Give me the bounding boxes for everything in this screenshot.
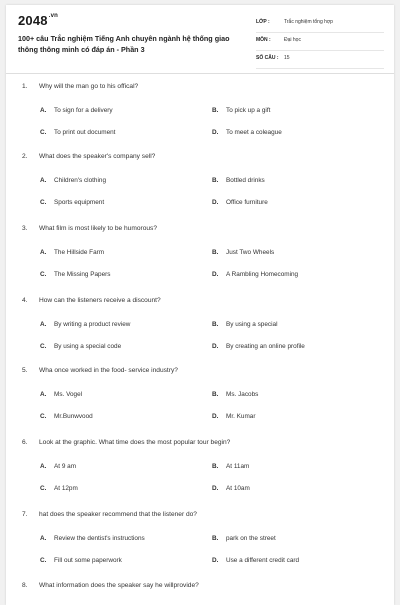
option-d[interactable] [212,271,298,278]
option-letter: C. [40,129,47,136]
option-b[interactable] [212,463,249,470]
option-text: To meet a coleague [226,129,282,136]
option-text: To print out document [54,129,116,136]
option-text: To sign for a delivery [54,107,113,114]
meta-row-mon [256,35,384,51]
option-letter: A. [40,177,47,184]
header-divider [6,73,394,74]
option-letter: B. [212,321,219,328]
meta-label-mon: MÔN : [256,37,271,43]
option-letter: D. [212,557,219,564]
option-d[interactable] [212,485,250,492]
option-letter: A. [40,391,47,398]
option-b[interactable] [212,249,274,256]
question-number: 8. [22,582,28,589]
option-d[interactable] [212,129,282,136]
option-letter: C. [40,557,47,564]
option-text: Review the dentist's instructions [54,535,145,542]
question-number: 4. [22,297,28,304]
document-meta [256,17,384,71]
option-text: At 9 am [54,463,77,470]
question-number: 6. [22,439,28,446]
question-text: What does the speaker's company sell? [39,153,156,160]
meta-row-lop [256,17,384,33]
option-text: Use a different credit card [226,557,300,564]
option-letter: B. [212,249,219,256]
question-text: Why will the man go to his offical? [39,83,139,90]
option-d[interactable] [212,199,268,206]
option-letter: C. [40,199,47,206]
question-number: 1. [22,83,28,90]
option-text: Office furniture [226,199,268,206]
meta-label-lop: LỚP : [256,19,270,25]
meta-value-mon: Đại học [284,37,301,43]
option-letter: D. [212,485,219,492]
question-text: What information does the speaker say he willprovide? [39,582,199,589]
option-c[interactable] [40,271,110,278]
option-letter: D. [212,199,219,206]
option-letter: B. [212,177,219,184]
option-text: The Hillside Farm [54,249,105,256]
logo-text: 2048 [18,13,48,28]
option-b[interactable] [212,107,270,114]
option-b[interactable] [212,535,276,542]
option-text: By using a special [226,321,278,328]
option-c[interactable] [40,343,121,350]
option-letter: C. [40,485,47,492]
option-d[interactable] [212,343,305,350]
option-letter: A. [40,321,47,328]
option-b[interactable] [212,321,278,328]
option-letter: D. [212,271,219,278]
option-letter: D. [212,413,219,420]
option-b[interactable] [212,177,265,184]
question-number: 5. [22,367,28,374]
document-page [6,5,394,605]
option-letter: C. [40,413,47,420]
option-b[interactable] [212,391,258,398]
option-text: The Missing Papers [54,271,111,278]
option-text: At 11am [226,463,250,470]
option-text: By writing a product review [54,321,131,328]
option-letter: D. [212,129,219,136]
option-text: By using a special code [54,343,122,350]
meta-label-socau: SỐ CÂU : [256,55,279,61]
option-text: Just Two Wheels [226,249,275,256]
option-text: At 10am [226,485,250,492]
logo-suffix: .vn [48,13,59,19]
option-letter: A. [40,107,47,114]
option-text: Mr. Kumar [226,413,256,420]
question-text: How can the listeners receive a discount? [39,297,161,304]
option-a[interactable] [40,535,145,542]
question-text: Look at the graphic. What time does the most popular tour begin? [39,439,231,446]
option-a[interactable] [40,249,104,256]
site-logo[interactable] [18,13,58,28]
option-a[interactable] [40,177,106,184]
option-c[interactable] [40,129,115,136]
option-c[interactable] [40,413,93,420]
question-number: 2. [22,153,28,160]
option-letter: A. [40,535,47,542]
meta-row-socau [256,53,384,69]
meta-value-socau: 15 [284,55,290,61]
question-text: Wha once worked in the food- service industry? [39,367,178,374]
option-text: Bottled drinks [226,177,265,184]
option-a[interactable] [40,321,130,328]
option-text: park on the street [226,535,276,542]
question-number: 7. [22,511,28,518]
option-text: To pick up a gift [226,107,271,114]
option-text: Sports equipment [54,199,105,206]
option-letter: C. [40,271,47,278]
option-letter: C. [40,343,47,350]
question-number: 3. [22,225,28,232]
option-text: Children's clothing [54,177,107,184]
option-a[interactable] [40,391,82,398]
option-letter: B. [212,535,219,542]
option-text: Mr.Bunwvood [54,413,93,420]
option-text: At 12pm [54,485,78,492]
document-header [6,5,394,69]
option-letter: A. [40,463,47,470]
option-letter: B. [212,463,219,470]
option-c[interactable] [40,485,78,492]
option-letter: B. [212,391,219,398]
question-text: What film is most likely to be humorous? [39,225,157,232]
option-d[interactable] [212,413,255,420]
option-letter: B. [212,107,219,114]
option-d[interactable] [212,557,299,564]
option-text: A Rambling Homecoming [226,271,299,278]
option-text: Ms. Jacobs [226,391,259,398]
option-c[interactable] [40,557,122,564]
meta-value-lop: Trắc nghiệm tổng hợp [284,19,333,25]
question-text: hat does the speaker recommend that the listener do? [39,511,197,518]
option-letter: A. [40,249,47,256]
option-letter: D. [212,343,219,350]
document-title: 100+ câu Trắc nghiệm Tiếng Anh chuyên ngành hệ thống giao thông thông minh có đáp án - Phần 3 [18,34,230,54]
option-text: Ms. Vogel [54,391,83,398]
option-a[interactable] [40,107,113,114]
option-a[interactable] [40,463,76,470]
option-text: By creating an online profile [226,343,305,350]
option-text: Fill out some paperwork [54,557,122,564]
option-c[interactable] [40,199,104,206]
